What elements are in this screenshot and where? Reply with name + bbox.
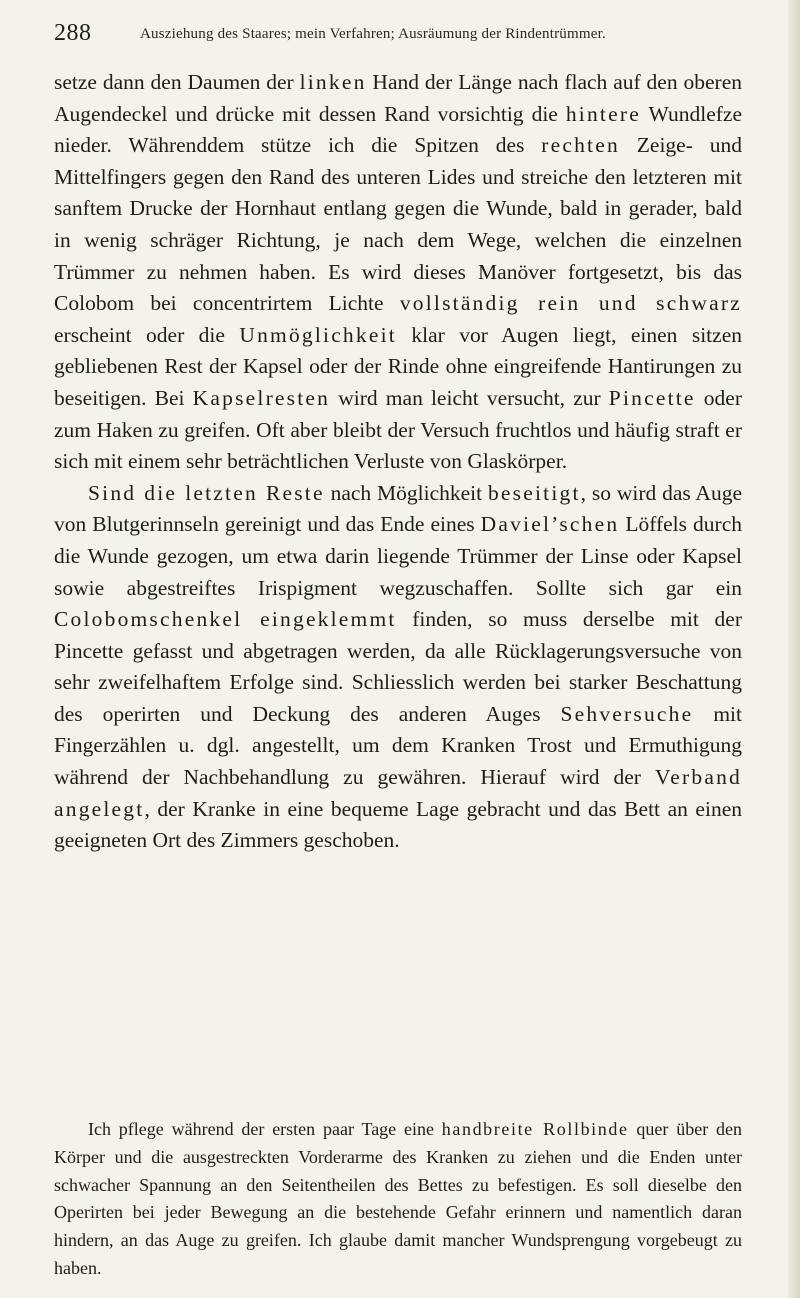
small-print-note [54, 1116, 742, 1283]
text-run: Löffels durch die Wunde gezogen, um etwa darin liegende Trümmer der Linse oder Kapsel sowie abgestreiftes Irispigment wegzuschaffen. Sollte sich gar ein [54, 512, 742, 600]
main-text [54, 67, 742, 857]
spaced-emphasis: hintere [565, 101, 641, 126]
spaced-emphasis: vollständig rein und schwarz [399, 291, 742, 316]
text-run: quer über den Körper und die ausgestreckten Vorderarme des Kranken zu ziehen und die Enden unter schwacher Spannung an den Seitentheilen des Bettes zu befestigen. Es soll dieselbe den Operirten bei jeder Bewegung an die bestehende Gefahr erinnern und namentlich daran hindern, an das Auge zu greifen. Ich glaube damit mancher Wundsprengung vorgebeugt zu haben. [54, 1119, 742, 1278]
text-run: setze dann den Daumen der [54, 70, 300, 94]
spaced-emphasis: handbreite Rollbinde [441, 1119, 629, 1139]
spaced-emphasis: linken [299, 70, 367, 94]
spaced-emphasis: Unmöglichkeit [239, 322, 397, 347]
spaced-emphasis: Sind die letzten Reste [88, 480, 325, 505]
text-run: klar vor Augen liegt, einen sitzen gebliebenen Rest der Kapsel oder der Rinde ohne eingreifende Hantirungen zu beseitigen. Bei [54, 322, 742, 410]
spaced-emphasis: Daviel’schen [480, 512, 620, 537]
text-run: Hand der Länge nach flach auf den oberen Augendeckel und drücke mit dessen Rand vorsichtig die [54, 70, 742, 126]
paragraph-final-steps [54, 478, 742, 857]
page-header [54, 18, 754, 48]
spaced-emphasis: Sehversuche [560, 701, 694, 726]
text-run: Zeige- und Mittelfingers gegen den Rand des unteren Lides und streiche den letzteren mit sanftem Drucke der Hornhaut entlang gegen die Wunde, bald in gerader, bald in wenig schräger Richtung, je nach dem Wege, welchen die einzelnen Trümmer zu nehmen haben. Es wird dieses Manöver fortgesetzt, bis das Colobom bei concentrirtem Lichte [54, 133, 742, 316]
text-run: mit Fingerzählen u. dgl. angestellt, um dem Kranken Trost und Ermuthigung während der Nachbehandlung zu gewähren. Hierauf wird der [54, 701, 743, 790]
text-run: finden, so muss derselbe mit der Pincette gefasst und abgetragen werden, da alle Rücklagerungsversuche von sehr zweifelhaftem Erfolge sind. Schliesslich werden bei starker Beschattung des operirten und Deckung des anderen Auges [54, 607, 742, 726]
text-run: , der Kranke in eine bequeme Lage gebracht und das Bett an einen geeigneten Ort des Zimmers geschoben. [54, 796, 742, 853]
text-run: oder zum Haken zu greifen. Oft aber bleibt der Versuch fruchtlos und häufig straft er sich mit einem sehr beträchtlichen Verluste von Glaskörper. [54, 385, 742, 474]
text-run: Wundlefze nieder. Währenddem stütze ich die Spitzen des [54, 101, 742, 158]
spaced-emphasis: Pincette [608, 385, 696, 410]
spaced-emphasis: rechten [541, 133, 620, 158]
page-number: 288 [54, 20, 92, 46]
paragraph-continued [54, 67, 742, 478]
text-run: wird man leicht versucht, zur [330, 385, 609, 410]
page-edge [788, 0, 800, 1298]
text-run: erscheint oder die [54, 322, 240, 347]
spaced-emphasis: Verband angelegt [54, 765, 742, 821]
text-run: , so wird das Auge von Blutgerinnseln gereinigt und das Ende eines [54, 480, 742, 537]
text-run: Ich pflege während der ersten paar Tage eine [88, 1119, 442, 1139]
spaced-emphasis: Colobomschenkel eingeklemmt [54, 607, 397, 632]
running-head: Ausziehung des Staares; mein Verfahren; Ausräumung der Rindentrümmer. [140, 26, 606, 42]
text-run: nach Möglichkeit [324, 480, 488, 505]
spaced-emphasis: Kapselresten [192, 385, 331, 410]
spaced-emphasis: beseitigt [487, 480, 581, 505]
